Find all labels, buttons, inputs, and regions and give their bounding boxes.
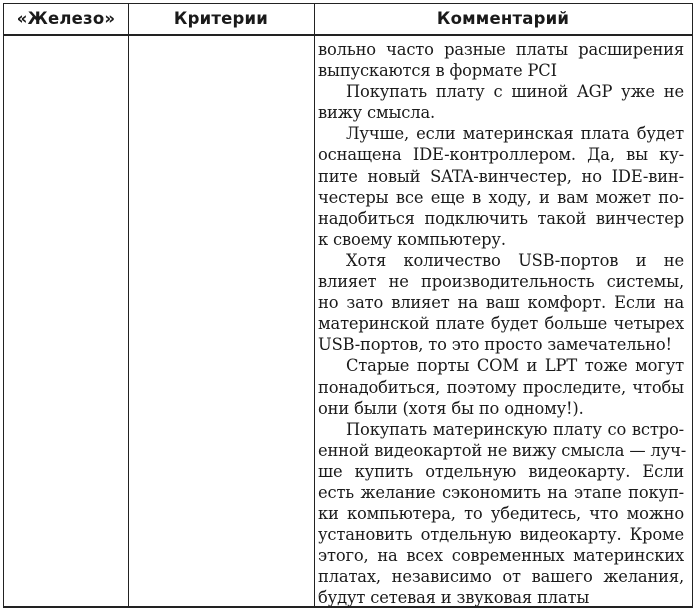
- comment-line: енной видеокартой не вижу смысла — луч-: [318, 440, 687, 460]
- comment-line: пите новый SATA-винчестер, но IDE-вин-: [318, 166, 684, 186]
- comment-line: Покупать плату с шиной AGP уже не: [346, 82, 684, 102]
- comment-line: этого, на всех современных материнских: [318, 546, 684, 566]
- comment-line: Лучше, если материнская плата будет: [346, 124, 684, 144]
- column-divider-1: [128, 4, 129, 607]
- comment-line: вольно часто разные платы расширения: [318, 40, 684, 59]
- comment-line: понадобиться, поэтому проследите, чтобы: [318, 377, 684, 397]
- comment-line: но зато влияет на ваш комфорт. Если на: [318, 293, 684, 313]
- comment-line: Старые порты COM и LPT тоже могут: [346, 356, 684, 376]
- comment-line: Хотя количество USB-портов и не: [346, 250, 684, 270]
- comment-line: надобиться подключить такой винчестер: [318, 208, 684, 228]
- header-criteria: Критерии: [173, 9, 269, 28]
- comment-line: будут сетевая и звуковая платы: [318, 588, 590, 608]
- comment-line: они были (хотя бы по одному!).: [318, 398, 584, 418]
- comment-line: установить отдельную видеокарту. Кроме: [318, 525, 684, 545]
- table-header: [4, 4, 692, 36]
- header-hardware: «Железо»: [16, 9, 116, 28]
- header-comment: Комментарий: [436, 9, 570, 28]
- column-divider-2: [314, 4, 315, 607]
- comment-line: к своему компьютеру.: [318, 229, 506, 249]
- comment-line: оснащена IDE-контроллером. Да, вы ку-: [318, 145, 684, 165]
- comment-cell: [318, 39, 687, 609]
- comment-line: платах, независимо от вашего желания,: [318, 567, 684, 587]
- comment-line: есть желание сэкономить на этапе покуп-: [318, 482, 684, 502]
- comment-line: ки компьютера, то убедитесь, что можно: [318, 504, 684, 524]
- comment-line: выпускаются в формате PCI: [318, 61, 557, 81]
- comment-line: вижу смысла.: [318, 103, 436, 123]
- comment-line: честеры все еще в ходу, и вам может по-: [318, 187, 684, 207]
- comment-line: ше купить отдельную видеокарту. Если: [318, 461, 684, 481]
- comment-line: влияет не производительность системы,: [318, 272, 684, 292]
- comment-line: USB-портов, то это просто замечательно!: [318, 335, 672, 355]
- comment-line: материнской плате будет больше четырех: [318, 314, 684, 334]
- comment-line: Покупать материнскую плату со встро-: [346, 419, 684, 439]
